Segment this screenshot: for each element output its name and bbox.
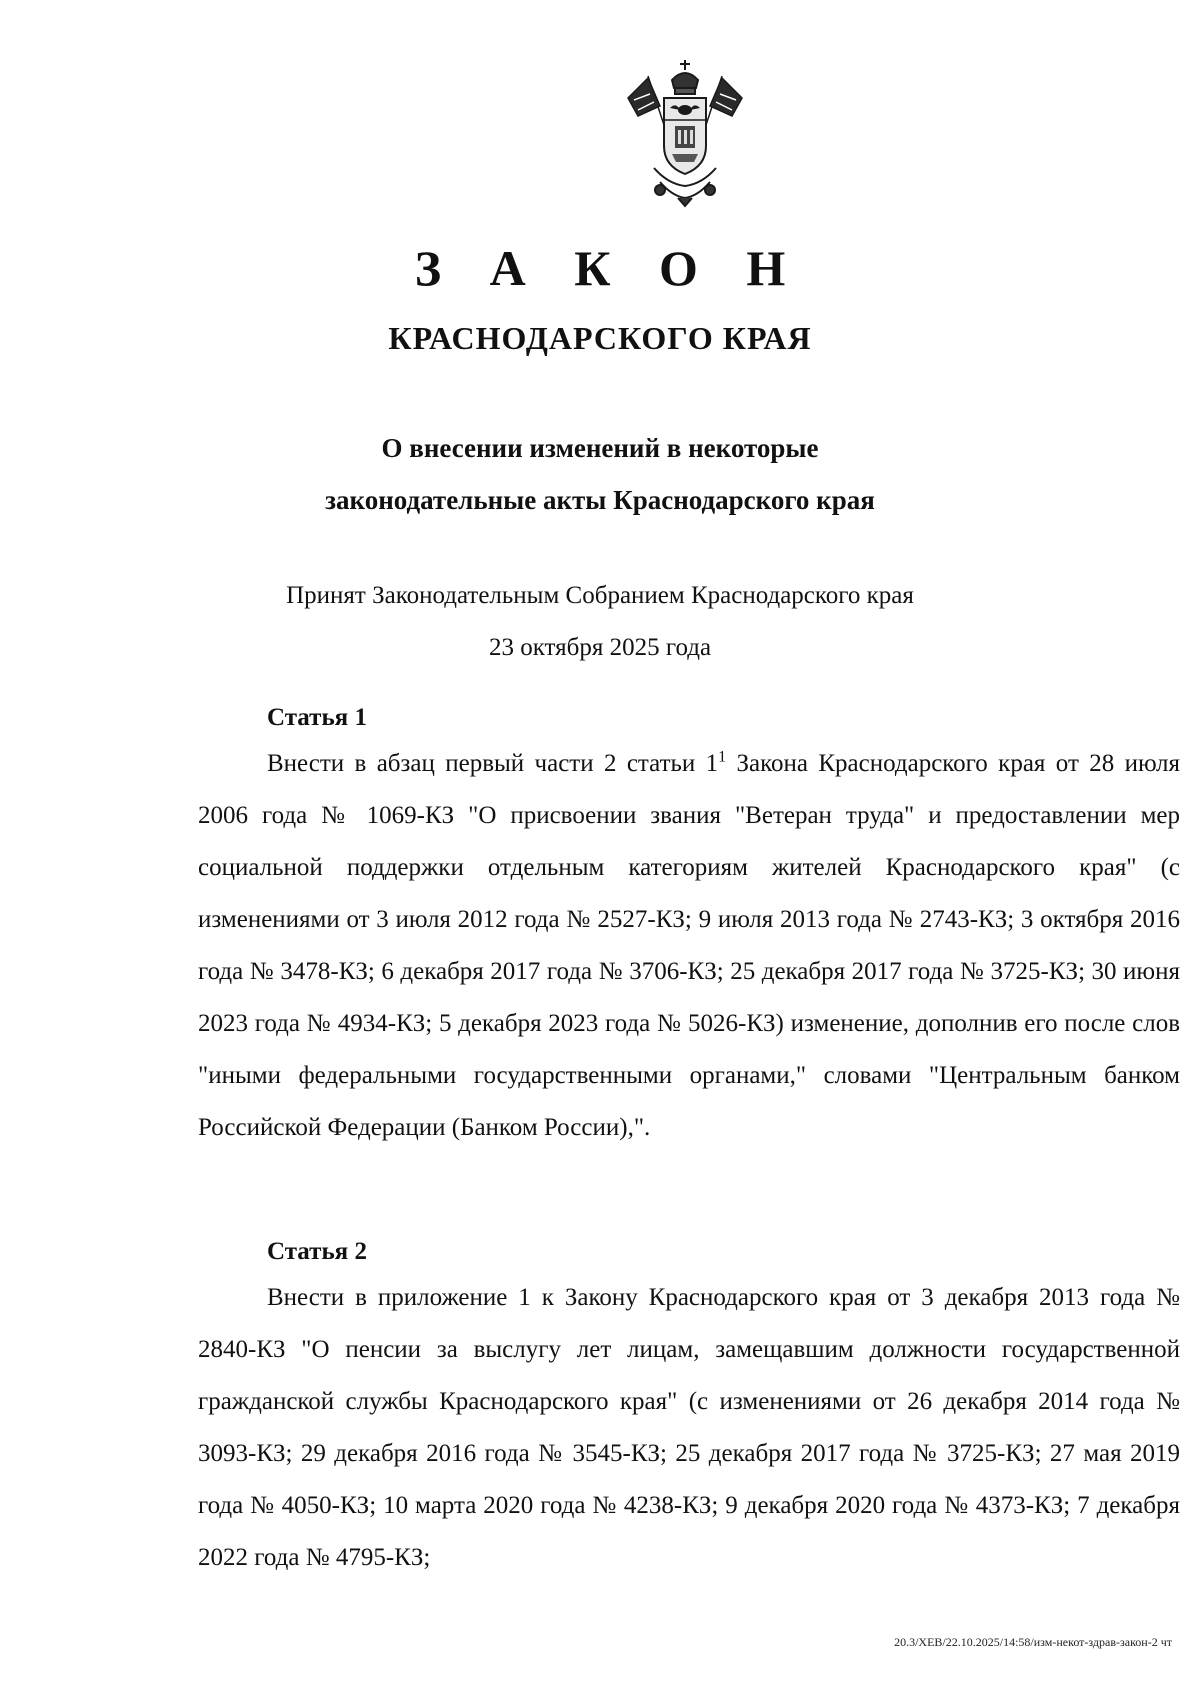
article-1-text: Внести в абзац первый части 2 статьи 1 <box>267 750 719 777</box>
article-2-heading: Статья 2 <box>267 1238 367 1265</box>
law-subject-line: О внесении изменений в некоторые <box>381 433 819 463</box>
law-subject-line: законодательные акты Краснодарского края <box>325 485 875 515</box>
region-title: КРАСНОДАРСКОГО КРАЯ <box>388 320 812 356</box>
article-2-body <box>198 1272 1187 1584</box>
article-1-text: Закона Краснодарского края от 28 июля 2006 года № 1069-КЗ "О присвоении звания "Ветеран труда" и предоставлении мер социальной поддержки отдельным категориям жителей Краснодарского края" (с изменениями от 3 июля 2012 года № 2527-КЗ; 9 июля 2013 года № 2743-КЗ; 3 октября 2016 года № 3478-КЗ; 6 декабря 2017 года № 3706-КЗ; 25 декабря 2017 года № 3725-КЗ; 30 июня 2023 года № 4934-КЗ; 5 декабря 2023 года № 5026-КЗ) изменение, дополнив его после слов "иными федеральными государственными органами," словами "Центральным банком Российской Федерации (Банком России),". <box>198 750 1187 1141</box>
article-1-heading: Статья 1 <box>267 704 367 731</box>
adoption-note <box>0 570 1200 674</box>
article-2-text: Внести в приложение 1 к Закону Краснодарского края от 3 декабря 2013 года № 2840-КЗ "О пенсии за выслугу лет лицам, замещавшим должности государственной гражданской службы Краснодарского края" (с изменениями от 26 декабря 2014 года № 3093-КЗ; 29 декабря 2016 года № 3545-КЗ; 25 декабря 2017 года № 3725-КЗ; 27 мая 2019 года № 4050-КЗ; 10 марта 2020 года № 4238-КЗ; 9 декабря 2020 года № 4373-КЗ; 7 декабря 2022 года № 4795-КЗ; <box>198 1284 1187 1571</box>
article-1-body <box>198 738 1187 1154</box>
coat-of-arms-icon <box>620 58 750 208</box>
article-1-superscript: 1 <box>718 748 727 766</box>
law-subject <box>0 422 1200 526</box>
adoption-body: Принят Законодательным Собранием Краснодарского края <box>286 582 914 609</box>
document-code: 20.3/ХЕВ/22.10.2025/14:58/изм-некот-здрав-закон-2 чт <box>894 1635 1172 1649</box>
adoption-date: 23 октября 2025 года <box>488 634 712 661</box>
law-title: З А К О Н <box>414 240 804 296</box>
